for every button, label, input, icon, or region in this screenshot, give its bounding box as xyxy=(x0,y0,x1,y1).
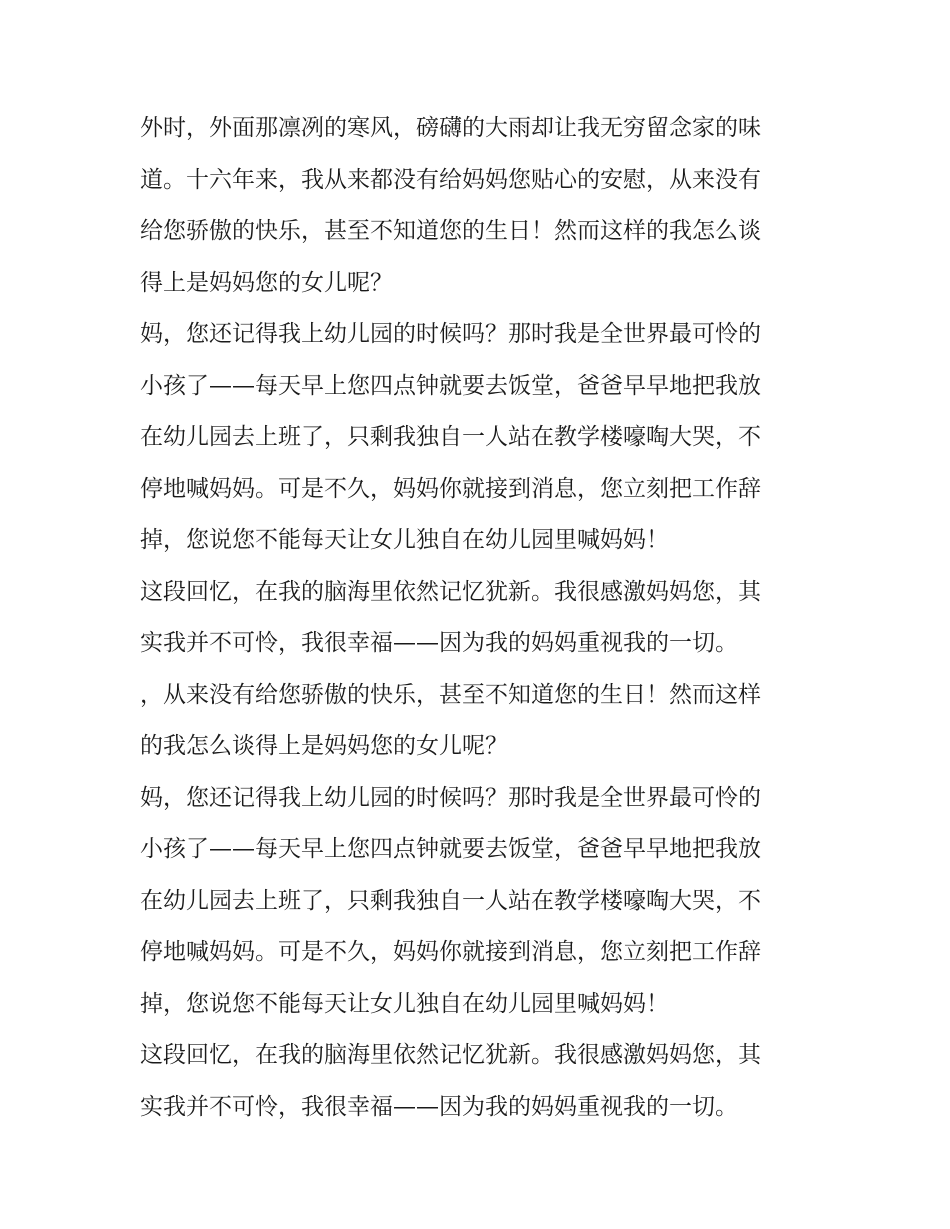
text-line: 这段回忆，在我的脑海里依然记忆犹新。我很感激妈妈您，其 xyxy=(140,1042,761,1068)
text-line: 在幼儿园去上班了，只剩我独自一人站在教学楼嚎啕大哭，不 xyxy=(140,887,761,914)
text-line: 掉，您说您不能每天让女儿独自在幼儿园里喊妈妈！ xyxy=(140,990,669,1017)
text-line: ，从来没有给您骄傲的快乐，甚至不知道您的生日！然而这样 xyxy=(140,681,761,708)
text-line: 实我并不可怜，我很幸福——因为我的妈妈重视我的一切。 xyxy=(140,630,738,656)
text-line: 外时，外面那凛冽的寒风，磅礴的大雨却让我无穷留念家的味 xyxy=(140,115,761,141)
text-line: 妈，您还记得我上幼儿园的时候吗？那时我是全世界最可怜的 xyxy=(140,321,761,347)
text-line: 停地喊妈妈。可是不久，妈妈你就接到消息，您立刻把工作辞 xyxy=(140,939,761,965)
text-line: 给您骄傲的快乐，甚至不知道您的生日！然而这样的我怎么谈 xyxy=(140,218,761,244)
text-line: 得上是妈妈您的女儿呢？ xyxy=(140,269,393,296)
text-line: 道。十六年来，我从来都没有给妈妈您贴心的安慰，从来没有 xyxy=(140,166,761,193)
document-body xyxy=(140,103,815,1133)
text-line: 小孩了——每天早上您四点钟就要去饭堂，爸爸早早地把我放 xyxy=(140,372,761,399)
text-line: 掉，您说您不能每天让女儿独自在幼儿园里喊妈妈！ xyxy=(140,527,669,553)
text-line: 妈，您还记得我上幼儿园的时候吗？那时我是全世界最可怜的 xyxy=(140,784,761,811)
text-line: 这段回忆，在我的脑海里依然记忆犹新。我很感激妈妈您，其 xyxy=(140,578,761,605)
text-line: 的我怎么谈得上是妈妈您的女儿呢？ xyxy=(140,733,508,759)
text-line: 停地喊妈妈。可是不久，妈妈你就接到消息，您立刻把工作辞 xyxy=(140,475,761,502)
text-line: 小孩了——每天早上您四点钟就要去饭堂，爸爸早早地把我放 xyxy=(140,836,761,862)
text-line: 在幼儿园去上班了，只剩我独自一人站在教学楼嚎啕大哭，不 xyxy=(140,424,761,450)
text-line: 实我并不可怜，我很幸福——因为我的妈妈重视我的一切。 xyxy=(140,1093,738,1120)
